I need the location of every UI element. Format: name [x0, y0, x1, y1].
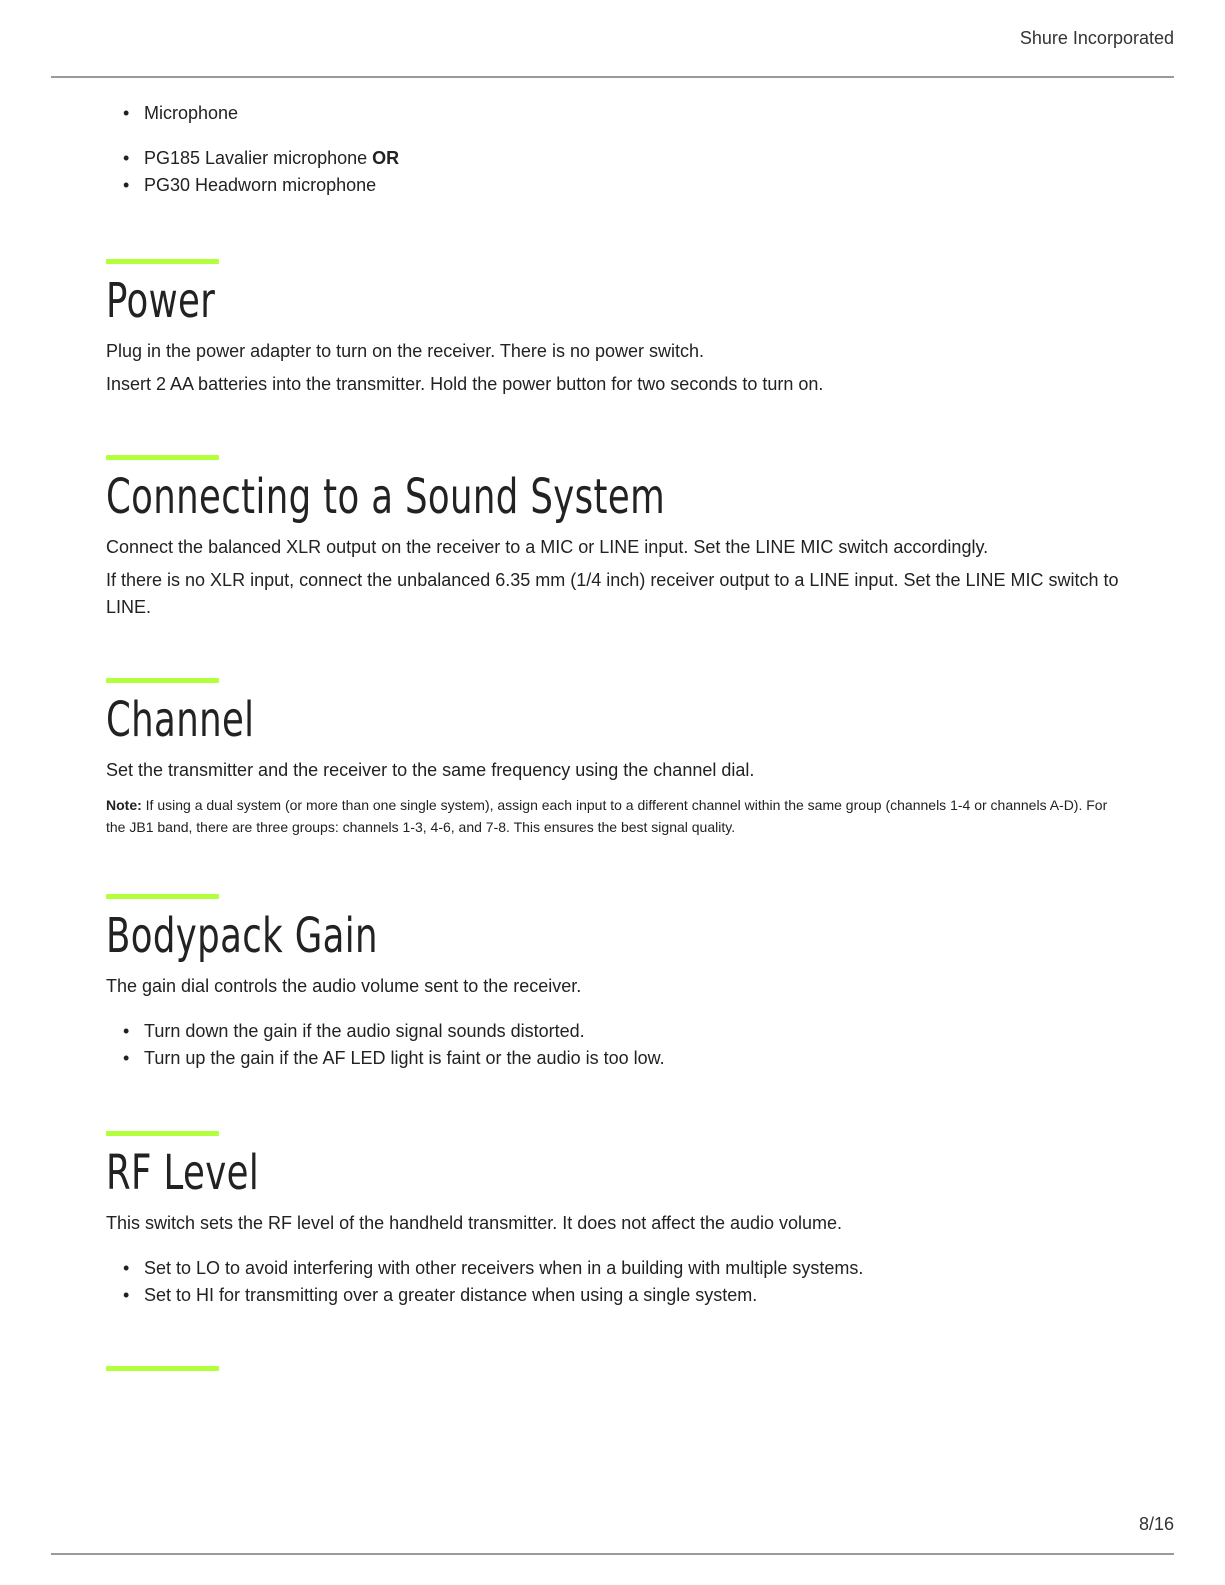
- section-title: RF Level: [106, 1145, 260, 1201]
- list-item-text: PG185 Lavalier microphone: [144, 148, 373, 168]
- section-bodypack-gain: [106, 894, 1122, 1072]
- section-accent-bar: [106, 894, 219, 899]
- section-accent-bar: [106, 678, 219, 683]
- list-item: [106, 1255, 1122, 1282]
- paragraph: Plug in the power adapter to turn on the receiver. There is no power switch.: [106, 341, 704, 361]
- bullet-icon: •: [123, 103, 130, 123]
- section-power: [106, 259, 1122, 398]
- paragraph: If there is no XLR input, connect the unbalanced 6.35 mm (1/4 inch) receiver output to a LINE input. Set the LINE MIC switch to LINE.: [106, 570, 1119, 617]
- list-item-text: Set to HI for transmitting over a greater distance when using a single system.: [144, 1285, 758, 1305]
- section-title: Channel: [106, 692, 255, 748]
- paragraph: Set the transmitter and the receiver to the same frequency using the channel dial.: [106, 760, 755, 780]
- section-title: Bodypack Gain: [106, 908, 378, 964]
- section-next: [106, 1366, 1122, 1371]
- microphone-options-list: [106, 145, 1122, 199]
- bullet-icon: •: [123, 148, 130, 168]
- section-rf-level: [106, 1131, 1122, 1309]
- bullet-icon: •: [123, 1021, 130, 1041]
- paragraph: Insert 2 AA batteries into the transmitter. Hold the power button for two seconds to turn on.: [106, 374, 824, 394]
- list-item-text: Turn down the gain if the audio signal sounds distorted.: [144, 1021, 585, 1041]
- section-accent-bar: [106, 259, 219, 264]
- section-title: Connecting to a Sound System: [106, 469, 666, 525]
- rf-level-tips-list: [106, 1255, 1122, 1309]
- list-item: [106, 100, 1122, 127]
- page-number: 8/16: [1138, 1514, 1174, 1534]
- section-channel: [106, 678, 1122, 838]
- list-item-text: PG30 Headworn microphone: [144, 175, 377, 195]
- section-accent-bar: [106, 455, 219, 460]
- section-connecting: [106, 455, 1122, 621]
- section-title: Power: [106, 273, 216, 329]
- note-label: Note:: [106, 797, 142, 813]
- intro-list: [106, 100, 1122, 127]
- note-text: If using a dual system (or more than one single system), assign each input to a different channel within the same group (channels 1-4 or channels A-D). For the JB1 band, there are three groups: channels 1-3, 4-6, and 7-8. This ensures the best signal quality.: [106, 797, 1108, 835]
- header-divider: [51, 76, 1174, 78]
- list-item-text: Microphone: [144, 103, 239, 123]
- list-item-text: Set to LO to avoid interfering with other receivers when in a building with multiple systems.: [144, 1258, 864, 1278]
- bullet-icon: •: [123, 1285, 130, 1305]
- bullet-icon: •: [123, 1258, 130, 1278]
- section-accent-bar: [106, 1366, 219, 1371]
- section-accent-bar: [106, 1131, 219, 1136]
- list-item: [106, 1282, 1122, 1309]
- footer-divider: [51, 1553, 1174, 1555]
- note: [106, 794, 1122, 838]
- list-item-text: Turn up the gain if the AF LED light is faint or the audio is too low.: [144, 1048, 665, 1068]
- header-company-name: Shure Incorporated: [1019, 28, 1174, 48]
- list-item: [106, 1018, 1122, 1045]
- bullet-icon: •: [123, 1048, 130, 1068]
- list-item: [106, 1045, 1122, 1072]
- list-item-bold-text: OR: [372, 148, 400, 168]
- list-item: [106, 145, 1122, 172]
- bullet-icon: •: [123, 175, 130, 195]
- document-content: [106, 100, 1122, 1371]
- paragraph: The gain dial controls the audio volume sent to the receiver.: [106, 976, 582, 996]
- paragraph: This switch sets the RF level of the handheld transmitter. It does not affect the audio volume.: [106, 1213, 843, 1233]
- paragraph: Connect the balanced XLR output on the receiver to a MIC or LINE input. Set the LINE MIC switch accordingly.: [106, 537, 989, 557]
- list-item: [106, 172, 1122, 199]
- gain-tips-list: [106, 1018, 1122, 1072]
